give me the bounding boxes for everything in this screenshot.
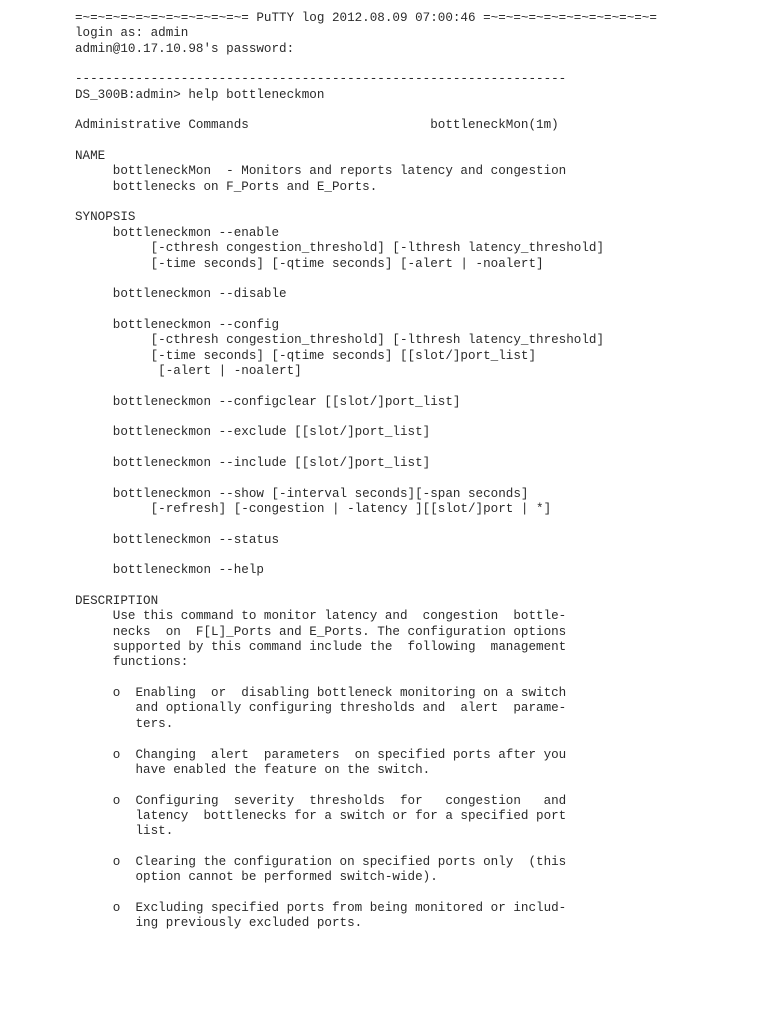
login-prompt-line: login as: admin (75, 26, 189, 41)
bullet-item-line: o Clearing the configuration on specified ports only (this (75, 854, 567, 869)
separator-line: ----------------------------------------------------------------- (75, 72, 567, 87)
log-header-line: =~=~=~=~=~=~=~=~=~=~=~= PuTTY log 2012.08.09 07:00:46 =~=~=~=~=~=~=~=~=~=~=~= (75, 11, 657, 25)
blank-line (75, 732, 755, 747)
synopsis-line: bottleneckmon --status (75, 532, 280, 547)
blank-line (75, 671, 755, 686)
command-prompt-line: DS_300B:admin> help bottleneckmon (75, 87, 325, 102)
section-heading-description: DESCRIPTION (75, 594, 159, 609)
password-prompt-line: admin@10.17.10.98's password: (75, 41, 295, 56)
bullet-item-line: list. (75, 824, 174, 839)
blank-line (75, 548, 755, 563)
bullet-item-line: ing previously excluded ports. (75, 916, 363, 931)
blank-line (75, 471, 755, 486)
blank-line (75, 103, 755, 118)
description-line: supported by this command include the following management (75, 640, 567, 655)
bullet-item-line: option cannot be performed switch-wide). (75, 870, 438, 885)
description-line: Use this command to monitor latency and congestion bottle- (75, 609, 567, 624)
synopsis-line: bottleneckmon --configclear [[slot/]port_list] (75, 394, 461, 409)
bullet-item-line: ters. (75, 716, 174, 731)
synopsis-line: [-refresh] [-congestion | -latency ][[slot/]port | *] (75, 502, 552, 516)
blank-line (75, 195, 755, 210)
synopsis-line: [-alert | -noalert] (75, 363, 302, 378)
synopsis-line: bottleneckmon --disable (75, 287, 287, 302)
synopsis-line: [-cthresh congestion_threshold] [-lthresh latency_threshold] (75, 333, 605, 348)
blank-line (75, 441, 755, 456)
synopsis-line: bottleneckmon --enable (75, 225, 280, 240)
blank-line (75, 840, 755, 855)
synopsis-line: bottleneckmon --include [[slot/]port_list] (75, 455, 431, 470)
bullet-item-line: o Changing alert parameters on specified ports after you (75, 747, 567, 762)
bullet-item-line: latency bottlenecks for a switch or for a specified port (75, 808, 567, 823)
blank-line (75, 57, 755, 72)
blank-line (75, 272, 755, 287)
synopsis-line: bottleneckmon --show [-interval seconds][-span seconds] (75, 486, 529, 501)
bullet-item-line: o Excluding specified ports from being monitored or includ- (75, 900, 567, 915)
terminal-log-page (75, 11, 755, 932)
description-line: functions: (75, 655, 189, 670)
blank-line (75, 778, 755, 793)
blank-line (75, 379, 755, 394)
man-header-line: Administrative Commands bottleneckMon(1m) (75, 118, 559, 133)
synopsis-line: bottleneckmon --config (75, 317, 280, 332)
blank-line (75, 886, 755, 901)
synopsis-line: [-cthresh congestion_threshold] [-lthresh latency_threshold] (75, 241, 605, 256)
bullet-item-line: o Enabling or disabling bottleneck monitoring on a switch (75, 686, 567, 701)
blank-line (75, 579, 755, 594)
bullet-item-line: and optionally configuring thresholds and alert parame- (75, 701, 567, 716)
name-text-line: bottleneckMon - Monitors and reports latency and congestion (75, 164, 567, 179)
synopsis-line: bottleneckmon --exclude [[slot/]port_list] (75, 425, 431, 440)
section-heading-synopsis: SYNOPSIS (75, 210, 136, 225)
bullet-item-line: have enabled the feature on the switch. (75, 762, 431, 777)
blank-line (75, 517, 755, 532)
bullet-item-line: o Configuring severity thresholds for congestion and (75, 793, 567, 808)
blank-line (75, 134, 755, 149)
blank-line (75, 410, 755, 425)
synopsis-line: [-time seconds] [-qtime seconds] [-alert | -noalert] (75, 256, 544, 271)
description-line: necks on F[L]_Ports and E_Ports. The configuration options (75, 624, 567, 639)
section-heading-name: NAME (75, 149, 106, 164)
name-text-line: bottlenecks on F_Ports and E_Ports. (75, 179, 378, 194)
synopsis-line: bottleneckmon --help (75, 563, 264, 578)
synopsis-line: [-time seconds] [-qtime seconds] [[slot/]port_list] (75, 348, 537, 363)
blank-line (75, 303, 755, 318)
